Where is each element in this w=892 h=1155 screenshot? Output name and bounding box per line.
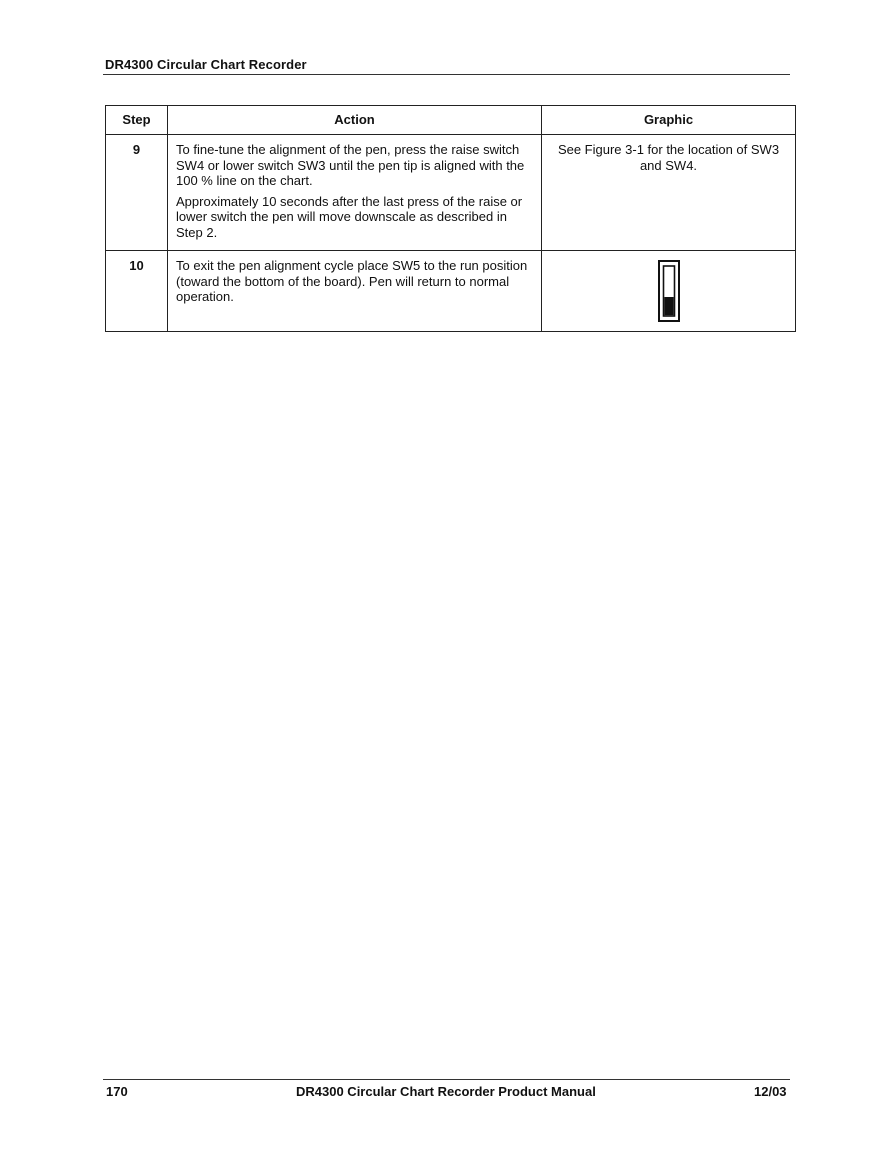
graphic-note: See Figure 3-1 for the location of SW3 and SW4. [557,142,780,173]
column-header-action: Action [168,106,542,135]
action-paragraph: To exit the pen alignment cycle place SW5 to the run position (toward the bottom of the board). Pen will return to normal operation. [176,258,528,304]
header-divider [103,74,790,75]
graphic-cell [542,135,796,251]
action-cell [168,251,542,332]
action-paragraph: Approximately 10 seconds after the last press of the raise or lower switch the pen will move downscale as described in Step 2. [176,193,523,240]
step-number: 10 [106,251,168,332]
footer-divider [103,1079,790,1080]
column-header-graphic: Graphic [542,106,796,135]
revision-date: 12/03 [754,1084,787,1099]
page-number: 170 [106,1084,128,1099]
procedure-table [105,105,796,332]
table-header-row [106,106,796,135]
graphic-cell [542,251,796,332]
column-header-step: Step [106,106,168,135]
action-cell [168,135,542,251]
dip-switch-down-icon [658,260,680,322]
table-row [106,135,796,251]
table-row [106,251,796,332]
step-number: 9 [106,135,168,251]
action-paragraph: To fine-tune the alignment of the pen, press the raise switch SW4 or lower switch SW3 until the pen tip is aligned with the 100 % line on the chart. [176,142,525,188]
manual-title: DR4300 Circular Chart Recorder Product Manual [296,1084,596,1099]
page-header-title: DR4300 Circular Chart Recorder [105,57,307,72]
